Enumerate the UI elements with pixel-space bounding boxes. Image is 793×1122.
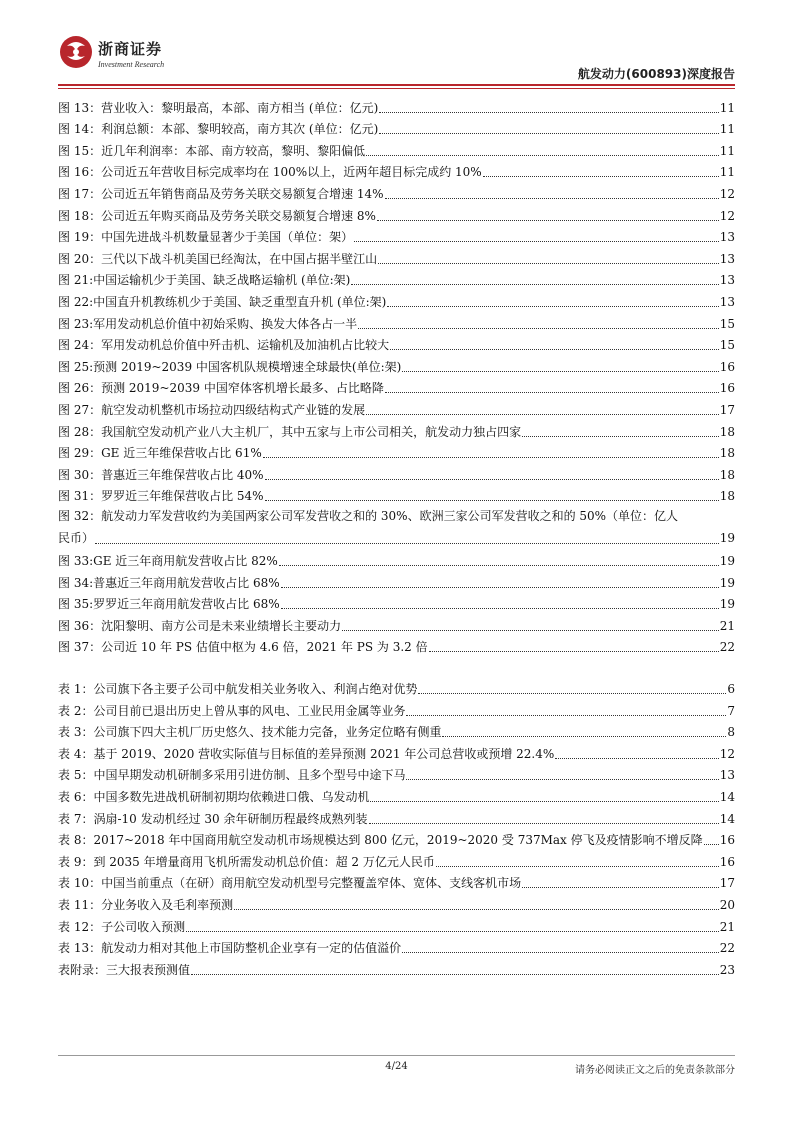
toc-entry[interactable] [58, 549, 735, 571]
logo-text-cn: 浙商证券 [98, 40, 163, 58]
toc-entry-label: 图 29：GE 近三年维保营收占比 61% [58, 446, 262, 461]
toc-entry[interactable] [58, 850, 735, 872]
toc-entry-page: 19 [719, 575, 735, 590]
toc-entry-label: 图 19：中国先进战斗机数量显著少于美国（单位：架） [58, 230, 354, 245]
toc-entry[interactable] [58, 937, 735, 959]
leader-dots [390, 349, 719, 350]
toc-entry[interactable] [58, 118, 735, 140]
toc-entry[interactable] [58, 571, 735, 593]
toc-entry-page: 11 [719, 143, 735, 158]
toc-entry[interactable] [58, 958, 735, 980]
leader-dots [704, 844, 719, 845]
toc-entry-page: 18 [719, 446, 735, 461]
leader-dots [379, 133, 718, 134]
leader-dots [191, 974, 719, 975]
logo-icon [58, 32, 94, 72]
leader-dots [418, 693, 726, 694]
header-divider-thin [58, 88, 735, 89]
toc-entry-page: 18 [719, 489, 735, 504]
leader-dots [342, 630, 719, 631]
page-header [58, 30, 735, 82]
figures-list-continued [58, 549, 735, 657]
toc-entry-page: 11 [719, 100, 735, 115]
toc-entry-label: 图 14：利润总额：本部、黎明较高，南方其次 (单位：亿元) [58, 122, 379, 137]
leader-dots [402, 952, 719, 953]
toc-entry-label: 图 36：沈阳黎明、南方公司是未来业绩增长主要动力 [58, 618, 342, 633]
toc-entry-label: 图 34:普惠近三年商用航发营收占比 68% [58, 575, 280, 590]
toc-entry[interactable] [58, 312, 735, 334]
toc-entry[interactable] [58, 593, 735, 615]
toc-entry-page: 13 [719, 294, 735, 309]
leader-dots [555, 758, 718, 759]
toc-entry[interactable] [58, 398, 735, 420]
footer-divider [58, 1055, 735, 1056]
leader-dots [385, 392, 719, 393]
leader-dots [351, 284, 718, 285]
toc-entry-label: 图 16：公司近五年营收目标完成率均在 100%以上，近两年超目标完成约 10% [58, 165, 482, 180]
toc-entry-label: 表 5：中国早期发动机研制多采用引进仿制、且多个型号中途下马 [58, 768, 406, 783]
toc-entry-page: 16 [719, 833, 735, 848]
toc-entry-page: 13 [719, 230, 735, 245]
leader-dots [95, 543, 719, 544]
toc-entry[interactable] [58, 334, 735, 356]
leader-dots [370, 801, 718, 802]
toc-entry-label: 表 12：子公司收入预测 [58, 919, 186, 934]
toc-entry-page: 8 [727, 725, 735, 740]
toc-entry[interactable] [58, 721, 735, 743]
company-logo [58, 32, 218, 76]
toc-entry-label: 表 10：中国当前重点（在研）商用航空发动机型号完整覆盖窄体、宽体、支线客机市场 [58, 876, 522, 891]
toc-entry[interactable] [58, 377, 735, 399]
leader-dots [358, 328, 719, 329]
toc-entry[interactable] [58, 247, 735, 269]
leader-dots [263, 457, 719, 458]
toc-entry-page: 16 [719, 381, 735, 396]
footer-disclaimer: 请务必阅读正文之后的免责条款部分 [575, 1065, 735, 1076]
page-number: 4/24 [385, 1061, 408, 1072]
leader-dots [522, 436, 719, 437]
toc-entry-figure-32[interactable] [58, 506, 735, 549]
toc-entry-page: 19 [719, 554, 735, 569]
leader-dots [265, 500, 719, 501]
toc-entry-page: 12 [719, 186, 735, 201]
toc-entry-label: 图 30：普惠近三年维保营收占比 40% [58, 467, 264, 482]
leader-dots [379, 112, 718, 113]
toc-entry-label: 表 4：基于 2019、2020 营收实际值与目标值的差异预测 2021 年公司总营收或预增 22.4% [58, 746, 555, 761]
leader-dots [378, 263, 719, 264]
leader-dots [436, 866, 719, 867]
toc-entry-label: 图 15：近几年利润率：本部、南方较高，黎明、黎阳偏低 [58, 143, 366, 158]
toc-entry-label: 图 24：军用发动机总价值中歼击机、运输机及加油机占比较大 [58, 338, 390, 353]
toc-entry[interactable] [58, 420, 735, 442]
toc-entry-label: 图 27：航空发动机整机市场拉动四级结构式产业链的发展 [58, 402, 366, 417]
leader-dots [369, 823, 719, 824]
toc-entry-label: 图 26：预测 2019~2039 中国窄体客机增长最多、占比略降 [58, 381, 384, 396]
toc-entry-label: 表附录：三大报表预测值 [58, 962, 191, 977]
toc-entry-page: 13 [719, 273, 735, 288]
toc-entry-label: 图 31：罗罗近三年维保营收占比 54% [58, 489, 264, 504]
toc-entry[interactable] [58, 636, 735, 658]
leader-dots [522, 887, 719, 888]
toc-entry-label: 图 21:中国运输机少于美国、缺乏战略运输机 (单位:架) [58, 273, 351, 288]
toc-entry[interactable] [58, 96, 735, 118]
toc-entry-label-line1: 图 32：航发动力军发营收约为美国两家公司军发营收之和的 30%、欧洲三家公司军发营收之和的 50%（单位：亿人 [58, 509, 679, 524]
toc-entry-page: 17 [719, 402, 735, 417]
toc-entry[interactable] [58, 355, 735, 377]
toc-entry-page: 17 [719, 876, 735, 891]
toc-entry-page: 15 [719, 338, 735, 353]
toc-entry[interactable] [58, 872, 735, 894]
toc-entry-label: 图 33:GE 近三年商用航发营收占比 82% [58, 554, 278, 569]
toc-entry-page: 19 [719, 597, 735, 612]
toc-entry-page: 22 [719, 941, 735, 956]
toc-entry-page: 13 [719, 251, 735, 266]
toc-entry[interactable] [58, 785, 735, 807]
toc-entry-page: 18 [719, 424, 735, 439]
toc-entry-label: 图 18：公司近五年购买商品及劳务关联交易额复合增速 8% [58, 208, 376, 223]
toc-entry-label: 图 13：营业收入：黎明最高，本部、南方相当 (单位：亿元) [58, 100, 379, 115]
toc-entry[interactable] [58, 677, 735, 699]
toc-entry-page: 11 [719, 122, 735, 137]
toc-entry[interactable] [58, 182, 735, 204]
toc-entry[interactable] [58, 463, 735, 485]
toc-entry[interactable] [58, 764, 735, 786]
toc-entry-label: 表 13：航发动力相对其他上市国防整机企业享有一定的估值溢价 [58, 941, 402, 956]
toc-entry-label: 图 17：公司近五年销售商品及劳务关联交易额复合增速 14% [58, 186, 384, 201]
toc-entry-page: 12 [719, 746, 735, 761]
toc-entry[interactable] [58, 915, 735, 937]
toc-entry-label: 表 7：涡扇-10 发动机经过 30 余年研制历程最终成熟列装 [58, 811, 368, 826]
toc-entry-label: 表 6：中国多数先进战机研制初期均依赖进口俄、乌发动机 [58, 790, 370, 804]
leader-dots [281, 587, 719, 588]
leader-dots [186, 931, 719, 932]
toc-entry[interactable] [58, 269, 735, 291]
toc-entry[interactable] [58, 742, 735, 764]
leader-dots [387, 306, 718, 307]
toc-entry-label: 表 8：2017~2018 年中国商用航空发动机市场规模达到 800 亿元，2019~2020 受 737Max 停飞及疫情影响不增反降 [58, 833, 703, 848]
toc-entry-label: 图 22:中国直升机教练机少于美国、缺乏重型直升机 (单位:架) [58, 294, 387, 309]
logo-text-en: Investment Research [98, 60, 165, 69]
leader-dots [281, 608, 719, 609]
toc-entry-label: 图 25:预测 2019~2039 中国客机队规模增速全球最快(单位:架) [58, 359, 402, 374]
leader-dots [429, 651, 719, 652]
toc-entry-page: 15 [719, 316, 735, 331]
leader-dots [279, 565, 719, 566]
toc-entry-label: 图 23:军用发动机总价值中初始采购、换发大体各占一半 [58, 316, 358, 331]
toc-entry-page: 16 [719, 359, 735, 374]
toc-entry[interactable] [58, 226, 735, 248]
toc-entry-label: 图 28：我国航空发动机产业八大主机厂，其中五家与上市公司相关，航发动力独占四家 [58, 424, 522, 439]
toc-entry-label: 图 35:罗罗近三年商用航发营收占比 68% [58, 597, 280, 612]
toc-entry[interactable] [58, 807, 735, 829]
toc-entry-label: 表 3：公司旗下四大主机厂历史悠久、技术能力完备，业务定位略有侧重 [58, 725, 442, 740]
toc-entry[interactable] [58, 290, 735, 312]
toc-entry-page: 16 [719, 854, 735, 869]
toc-entry[interactable] [58, 161, 735, 183]
toc-entry-label: 图 20：三代以下战斗机美国已经淘汰，在中国占据半壁江山 [58, 251, 378, 266]
leader-dots [366, 414, 719, 415]
leader-dots [483, 176, 719, 177]
toc-entry-page: 23 [719, 962, 735, 977]
toc-entry-label: 表 1：公司旗下各主要子公司中航发相关业务收入、利润占绝对优势 [58, 682, 418, 697]
toc-entry-page: 22 [719, 640, 735, 655]
toc-entry[interactable] [58, 139, 735, 161]
toc-entry[interactable] [58, 699, 735, 721]
list-of-figures-and-tables [58, 96, 735, 980]
toc-entry-page: 6 [727, 682, 735, 697]
toc-entry-page: 21 [719, 919, 735, 934]
toc-entry-page: 12 [719, 208, 735, 223]
toc-entry-page: 7 [727, 703, 735, 718]
toc-entry-label: 表 2：公司目前已退出历史上曾从事的风电、工业民用金属等业务 [58, 703, 406, 718]
toc-entry-page: 13 [719, 768, 735, 783]
leader-dots [354, 241, 719, 242]
leader-dots [366, 155, 719, 156]
section-gap [58, 657, 735, 677]
toc-entry[interactable] [58, 614, 735, 636]
leader-dots [234, 909, 719, 910]
toc-entry-page: 14 [719, 811, 735, 826]
toc-entry[interactable] [58, 442, 735, 464]
header-divider [58, 84, 735, 86]
leader-dots [385, 198, 719, 199]
toc-entry-page: 18 [719, 467, 735, 482]
leader-dots [265, 479, 719, 480]
toc-entry[interactable] [58, 893, 735, 915]
toc-entry-page: 21 [719, 618, 735, 633]
leader-dots [406, 715, 726, 716]
leader-dots [402, 371, 718, 372]
toc-entry[interactable] [58, 204, 735, 226]
leader-dots [442, 736, 726, 737]
toc-entry-page: 11 [719, 165, 735, 180]
toc-entry-page: 14 [719, 790, 735, 804]
figures-list [58, 96, 735, 506]
toc-entry-label: 表 11：分业务收入及毛利率预测 [58, 897, 234, 912]
tables-list [58, 677, 735, 979]
toc-entry[interactable] [58, 829, 735, 851]
report-title: 航发动力(600893)深度报告 [577, 67, 735, 81]
toc-entry-label: 图 37：公司近 10 年 PS 估值中枢为 4.6 倍，2021 年 PS 为 3.2 倍 [58, 640, 428, 655]
toc-entry-label: 表 9：到 2035 年增量商用飞机所需发动机总价值：超 2 万亿元人民币 [58, 854, 435, 869]
toc-entry-label-line2: 民币） [58, 530, 95, 545]
toc-entry-page: 20 [719, 897, 735, 912]
toc-entry[interactable] [58, 485, 735, 507]
leader-dots [406, 779, 718, 780]
toc-entry-page: 19 [719, 530, 735, 545]
leader-dots [377, 220, 719, 221]
